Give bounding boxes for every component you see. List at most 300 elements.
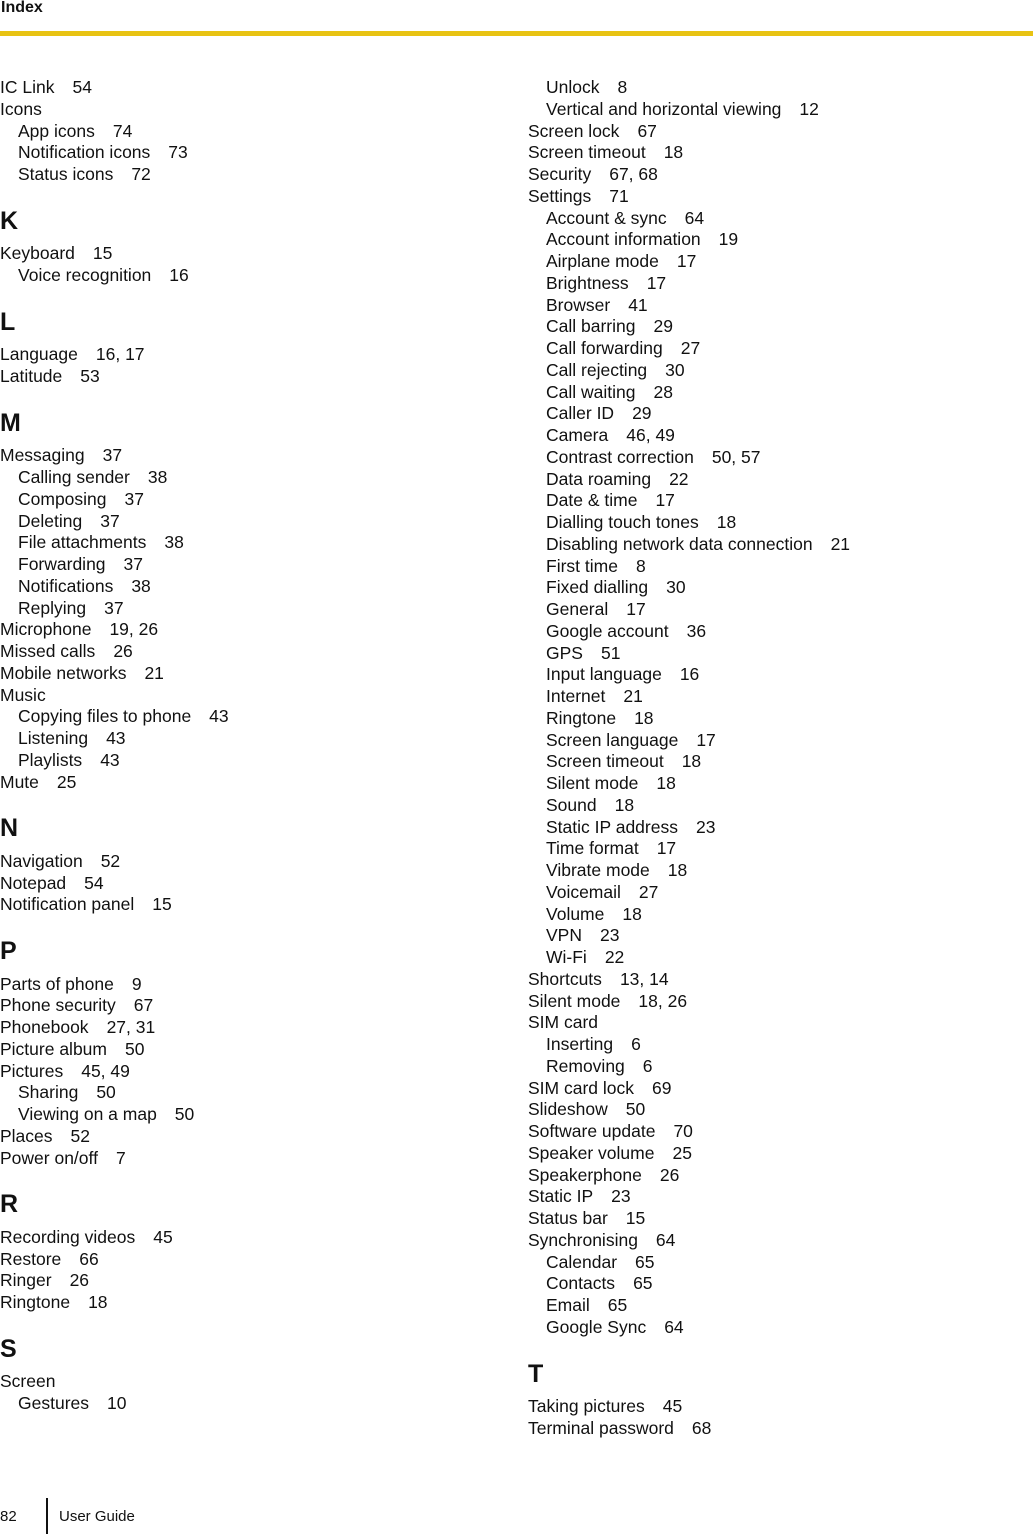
page-reference: 45 [153, 1226, 173, 1247]
index-term: Dialling touch tones [546, 512, 699, 532]
index-entry [528, 164, 1028, 186]
index-term: Taking pictures [528, 1396, 645, 1416]
page-reference: 43 [106, 728, 126, 748]
index-term: Mobile networks [0, 662, 127, 683]
index-term: Deleting [18, 510, 83, 531]
page-reference: 8 [617, 77, 628, 97]
page-reference: 18, 26 [638, 990, 688, 1011]
index-term: Camera [546, 425, 609, 445]
page-reference: 6 [631, 1034, 641, 1054]
index-term: Call barring [546, 316, 636, 337]
page-reference: 22 [669, 468, 689, 489]
index-subentry [528, 838, 1028, 860]
page-reference: 50 [625, 1099, 646, 1120]
page-reference: 30 [666, 577, 686, 598]
index-term: GPS [546, 642, 583, 663]
index-subentry [0, 554, 500, 576]
index-term: Listening [18, 728, 89, 748]
index-term: Language [0, 344, 78, 365]
page-reference: 69 [652, 1077, 672, 1098]
page-reference: 37 [124, 488, 144, 509]
index-term: Synchronising [528, 1229, 638, 1250]
index-term: Caller ID [546, 403, 615, 424]
index-term: Silent mode [546, 773, 639, 793]
page-reference: 66 [79, 1248, 99, 1269]
page-reference: 23 [611, 1186, 631, 1207]
index-term: Notification panel [0, 894, 135, 915]
page-reference: 22 [604, 947, 625, 967]
index-subentry [528, 730, 1028, 752]
index-term: Brightness [546, 272, 629, 293]
section-letter: N [0, 814, 19, 843]
index-entry [0, 873, 500, 895]
index-term: Calendar [546, 1251, 618, 1272]
index-term: Static IP [528, 1186, 594, 1207]
index-entry [0, 641, 500, 663]
page-reference: 15 [152, 894, 172, 915]
index-entry [0, 995, 500, 1017]
section-letter: T [528, 1359, 544, 1388]
page-footer [0, 1498, 400, 1534]
index-subentry [528, 490, 1028, 512]
index-term: Status bar [528, 1208, 608, 1228]
index-entry [528, 1099, 1028, 1121]
index-term: Input language [546, 664, 662, 685]
index-subentry [528, 534, 1028, 556]
index-entry [528, 1186, 1028, 1208]
page-reference: 67 [637, 120, 657, 141]
index-subentry [528, 773, 1028, 795]
index-subentry [0, 1393, 500, 1415]
page-reference: 37 [102, 445, 123, 466]
section-letter: M [0, 408, 21, 437]
index-term: Screen timeout [546, 751, 664, 772]
index-term: Speaker volume [528, 1142, 655, 1163]
index-entry [0, 445, 500, 467]
page-reference: 17 [655, 490, 675, 511]
index-entry [0, 1292, 500, 1314]
index-entry [0, 1017, 500, 1039]
index-entry [528, 1078, 1028, 1100]
index-entry [0, 1039, 500, 1061]
index-term: Navigation [0, 850, 83, 871]
page-reference: 19 [718, 229, 739, 250]
index-term: Screen language [546, 729, 679, 750]
index-term: Copying files to phone [18, 706, 192, 727]
index-entry [0, 99, 500, 121]
index-term: Google Sync [546, 1316, 647, 1337]
index-entry [0, 243, 500, 265]
index-term: Restore [0, 1248, 62, 1269]
index-subentry [528, 316, 1028, 338]
page-reference: 17 [646, 272, 667, 293]
page-reference: 7 [115, 1147, 126, 1168]
index-term: Security [528, 164, 592, 184]
page-reference: 43 [100, 749, 120, 770]
index-subentry [528, 1252, 1028, 1274]
index-term: Internet [546, 686, 606, 706]
index-subentry [0, 121, 500, 143]
index-entry [0, 772, 500, 794]
index-term: Unlock [546, 77, 600, 97]
index-term: Settings [528, 185, 592, 206]
page-reference: 52 [70, 1125, 90, 1146]
index-subentry [528, 904, 1028, 926]
index-term: IC Link [0, 77, 55, 97]
page-reference: 38 [131, 575, 151, 596]
index-entry [0, 1227, 500, 1249]
page-reference: 54 [72, 77, 92, 97]
page-number: 82 [0, 1508, 17, 1525]
index-subentry [528, 599, 1028, 621]
index-term: Time format [546, 838, 639, 859]
index-subentry [528, 360, 1028, 382]
page-reference: 18 [667, 860, 688, 880]
index-subentry [0, 750, 500, 772]
index-term: Missed calls [0, 641, 96, 661]
index-entry [0, 685, 500, 707]
page-reference: 18 [88, 1292, 108, 1312]
page-reference: 25 [672, 1142, 692, 1163]
index-term: Google account [546, 620, 669, 641]
page-reference: 64 [684, 207, 705, 228]
page-reference: 68 [691, 1417, 712, 1438]
index-term: Sharing [18, 1082, 79, 1103]
page-reference: 70 [673, 1121, 693, 1141]
page-header-title: Index [1, 0, 43, 16]
index-term: Screen lock [528, 120, 620, 141]
page-reference: 50 [125, 1038, 145, 1059]
page-reference: 37 [104, 597, 124, 618]
index-term: Power on/off [0, 1147, 98, 1168]
page-reference: 64 [664, 1316, 684, 1337]
index-term: Wi-Fi [546, 947, 587, 967]
page-reference: 16 [679, 664, 700, 685]
page-reference: 12 [799, 98, 819, 119]
index-term: Account & sync [546, 207, 667, 228]
index-entry [0, 974, 500, 996]
page-reference: 50, 57 [711, 446, 761, 467]
page-reference: 21 [830, 533, 851, 554]
page-reference: 16 [169, 265, 189, 285]
page-reference: 17 [626, 599, 646, 619]
index-subentry [528, 795, 1028, 817]
page-reference: 17 [696, 729, 716, 750]
index-term: Notifications [18, 575, 114, 596]
index-term: Call rejecting [546, 359, 648, 380]
index-term: VPN [546, 925, 582, 946]
index-term: Voice recognition [18, 265, 152, 285]
index-entry [528, 1418, 1028, 1440]
index-subentry [0, 511, 500, 533]
index-term: Fixed dialling [546, 577, 649, 598]
index-term: First time [546, 555, 618, 576]
page-reference: 38 [164, 532, 184, 553]
page-reference: 45, 49 [81, 1060, 130, 1081]
index-term: Silent mode [528, 990, 621, 1011]
page-reference: 43 [209, 706, 229, 727]
index-term: Ringtone [546, 707, 617, 728]
index-subentry [528, 860, 1028, 882]
page-reference: 25 [56, 771, 77, 792]
index-subentry [528, 403, 1028, 425]
index-subentry [528, 273, 1028, 295]
index-subentry [528, 469, 1028, 491]
index-entry [0, 1371, 500, 1393]
index-entry [0, 366, 500, 388]
index-term: Data roaming [546, 468, 652, 489]
index-subentry [528, 882, 1028, 904]
page-reference: 38 [147, 467, 168, 487]
index-entry [0, 1061, 500, 1083]
index-subentry [528, 425, 1028, 447]
index-term: App icons [18, 120, 95, 141]
page-reference: 21 [144, 662, 164, 683]
index-term: Email [546, 1295, 590, 1315]
page-reference: 23 [695, 816, 716, 837]
index-term: Contrast correction [546, 446, 694, 467]
index-subentry [0, 265, 500, 287]
index-term: Vibrate mode [546, 860, 650, 880]
page-reference: 18 [663, 142, 684, 163]
index-subentry [0, 576, 500, 598]
page-reference: 15 [625, 1208, 646, 1228]
index-term: Pictures [0, 1060, 64, 1081]
index-subentry [528, 251, 1028, 273]
index-subentry [528, 664, 1028, 686]
page-reference: 18 [681, 751, 702, 772]
index-term: Microphone [0, 619, 92, 640]
index-term: Forwarding [18, 554, 106, 574]
index-subentry [0, 467, 500, 489]
index-subentry [528, 338, 1028, 360]
header-rule [0, 31, 1033, 36]
page-reference: 51 [600, 642, 621, 663]
page-reference: 30 [665, 359, 685, 380]
index-subentry [528, 99, 1028, 121]
index-term: Icons [0, 98, 42, 119]
section-letter: S [0, 1334, 17, 1363]
index-entry [0, 1249, 500, 1271]
index-entry [528, 1012, 1028, 1034]
page-reference: 72 [131, 164, 151, 184]
index-term: Playlists [18, 749, 83, 770]
index-entry [0, 77, 500, 99]
page-reference: 29 [632, 403, 652, 424]
index-term: Picture album [0, 1038, 107, 1059]
page-reference: 18 [716, 512, 737, 532]
index-subentry [528, 947, 1028, 969]
index-term: Slideshow [528, 1099, 608, 1120]
index-term: Terminal password [528, 1417, 674, 1438]
index-subentry [0, 706, 500, 728]
index-term: Vertical and horizontal viewing [546, 98, 782, 119]
index-term: Music [0, 684, 46, 705]
index-subentry [528, 512, 1028, 534]
index-subentry [528, 577, 1028, 599]
index-term: Ringer [0, 1270, 52, 1291]
page-reference: 65 [607, 1295, 628, 1315]
index-subentry [0, 142, 500, 164]
index-entry [0, 1270, 500, 1292]
index-term: Inserting [546, 1034, 614, 1054]
index-term: Call forwarding [546, 338, 663, 358]
page-reference: 27, 31 [106, 1017, 156, 1037]
page-reference: 26 [113, 641, 133, 661]
page-reference: 10 [107, 1393, 127, 1413]
page-reference: 64 [655, 1229, 676, 1250]
index-entry [528, 991, 1028, 1013]
index-subentry [528, 925, 1028, 947]
page-reference: 41 [628, 294, 648, 315]
index-term: General [546, 599, 609, 619]
footer-divider [46, 1498, 48, 1534]
index-term: Keyboard [0, 243, 75, 264]
index-term: Volume [546, 903, 605, 924]
index-subentry [528, 1295, 1028, 1317]
index-term: File attachments [18, 532, 147, 553]
page-reference: 74 [112, 120, 133, 141]
index-term: Latitude [0, 366, 63, 386]
index-entry [528, 969, 1028, 991]
index-subentry [0, 728, 500, 750]
index-subentry [0, 598, 500, 620]
page-reference: 18 [614, 794, 635, 815]
index-entry [528, 1230, 1028, 1252]
index-subentry [528, 295, 1028, 317]
index-term: Software update [528, 1121, 656, 1141]
index-term: Screen [0, 1371, 56, 1392]
page-reference: 16, 17 [95, 344, 145, 365]
index-subentry [0, 489, 500, 511]
index-entry [0, 894, 500, 916]
index-term: Notepad [0, 872, 67, 893]
index-term: Calling sender [18, 467, 130, 487]
index-subentry [0, 532, 500, 554]
index-subentry [528, 77, 1028, 99]
index-term: Notification icons [18, 142, 151, 163]
index-term: Composing [18, 488, 107, 509]
index-term: Parts of phone [0, 973, 114, 994]
index-term: Date & time [546, 490, 638, 511]
page-reference: 67, 68 [609, 164, 658, 184]
index-term: Call waiting [546, 381, 636, 402]
index-term: Replying [18, 597, 87, 618]
page-reference: 19, 26 [109, 619, 159, 640]
section-letter: P [0, 937, 17, 965]
index-subentry [528, 229, 1028, 251]
page-reference: 53 [80, 366, 100, 386]
index-subentry [528, 1273, 1028, 1295]
index-entry [528, 1165, 1028, 1187]
index-term: Screen timeout [528, 142, 646, 163]
index-entry [528, 1143, 1028, 1165]
index-term: Airplane mode [546, 251, 659, 271]
page-reference: 65 [635, 1251, 655, 1272]
index-term: Disabling network data connection [546, 533, 813, 554]
page-reference: 27 [638, 881, 659, 902]
page-reference: 46, 49 [626, 425, 675, 445]
section-letter: L [0, 307, 16, 336]
index-entry [0, 663, 500, 685]
index-term: Gestures [18, 1393, 89, 1413]
index-term: SIM card lock [528, 1077, 634, 1098]
index-term: Ringtone [0, 1292, 71, 1312]
page-reference: 50 [174, 1104, 195, 1124]
page-reference: 8 [635, 555, 646, 576]
index-entry [528, 142, 1028, 164]
index-subentry [528, 751, 1028, 773]
index-term: Phone security [0, 995, 116, 1016]
page-reference: 15 [92, 243, 113, 264]
page-reference: 67 [133, 995, 154, 1016]
index-subentry [528, 817, 1028, 839]
page-reference: 52 [100, 850, 121, 871]
index-term: Contacts [546, 1273, 616, 1294]
page-reference: 13, 14 [619, 968, 669, 989]
page-reference: 21 [623, 686, 643, 706]
index-subentry [528, 556, 1028, 578]
index-subentry [528, 1056, 1028, 1078]
index-subentry [528, 686, 1028, 708]
page-reference: 29 [653, 316, 673, 337]
index-entry [0, 1126, 500, 1148]
page-reference: 18 [656, 773, 676, 793]
page-reference: 9 [131, 973, 142, 994]
index-subentry [528, 708, 1028, 730]
index-term: Mute [0, 771, 39, 792]
index-term: Static IP address [546, 816, 678, 837]
index-entry [528, 1121, 1028, 1143]
index-entry [528, 121, 1028, 143]
section-letter: K [0, 206, 19, 235]
index-entry [0, 619, 500, 641]
index-term: SIM card [528, 1012, 599, 1033]
index-entry [528, 1396, 1028, 1418]
index-subentry [528, 447, 1028, 469]
index-term: Speakerphone [528, 1164, 642, 1185]
index-subentry [528, 208, 1028, 230]
page-reference: 6 [642, 1055, 653, 1076]
index-subentry [528, 643, 1028, 665]
index-entry [0, 1148, 500, 1170]
index-term: Voicemail [546, 881, 621, 902]
index-subentry [0, 1082, 500, 1104]
index-column-left [0, 77, 500, 1415]
page-reference: 36 [686, 620, 707, 641]
index-entry [528, 1208, 1028, 1230]
page-reference: 37 [123, 554, 144, 574]
index-subentry [528, 1317, 1028, 1339]
index-entry [0, 851, 500, 873]
page-reference: 50 [96, 1082, 116, 1103]
page-reference: 23 [599, 925, 620, 946]
page-reference: 71 [609, 185, 629, 206]
page-reference: 18 [634, 707, 654, 728]
index-term: Messaging [0, 445, 85, 466]
index-term: Recording videos [0, 1226, 136, 1247]
index-subentry [528, 1034, 1028, 1056]
page-reference: 45 [662, 1396, 683, 1416]
index-term: Removing [546, 1055, 625, 1076]
index-column-right [528, 77, 1028, 1440]
page-reference: 37 [100, 510, 120, 531]
document-title: User Guide [59, 1508, 135, 1525]
index-entry [0, 344, 500, 366]
index-subentry [528, 382, 1028, 404]
index-subentry [528, 621, 1028, 643]
index-term: Places [0, 1125, 53, 1146]
